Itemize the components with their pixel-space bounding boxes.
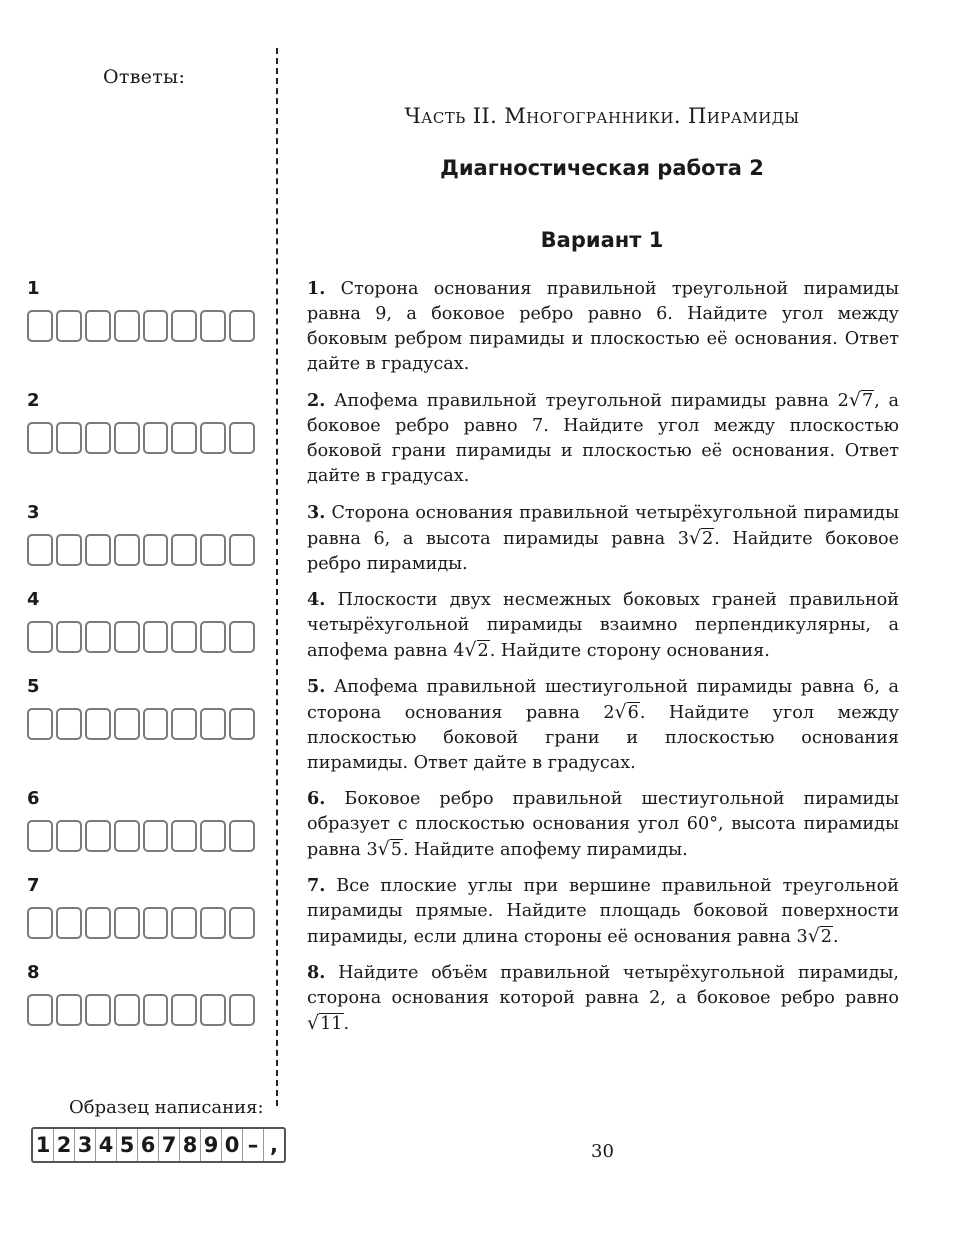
task-6 xyxy=(307,786,899,863)
sample-glyph: , xyxy=(270,1133,278,1157)
answer-cell[interactable] xyxy=(229,621,255,653)
answer-cell[interactable] xyxy=(114,534,140,566)
answer-cell[interactable] xyxy=(143,907,169,939)
answer-cell[interactable] xyxy=(171,708,197,740)
answer-cell[interactable] xyxy=(114,310,140,342)
answer-cell[interactable] xyxy=(114,708,140,740)
answer-cell[interactable] xyxy=(200,820,226,852)
variant-title: Вариант 1 xyxy=(540,228,664,252)
sqrt-expression: √2 xyxy=(807,925,832,947)
answer-number-4: 4 xyxy=(27,589,40,610)
answer-cell[interactable] xyxy=(85,621,111,653)
answer-cell[interactable] xyxy=(171,820,197,852)
answer-number-7: 7 xyxy=(27,875,40,896)
answer-boxes-8[interactable] xyxy=(27,994,255,1030)
task-number: 3. xyxy=(307,502,326,523)
answer-cell[interactable] xyxy=(200,994,226,1026)
sqrt-expression: √11 xyxy=(307,1012,343,1034)
sqrt-expression: √2 xyxy=(688,527,714,549)
task-5 xyxy=(307,674,899,776)
answer-cell[interactable] xyxy=(200,422,226,454)
task-number: 6. xyxy=(307,788,326,809)
sample-glyph: 2 xyxy=(54,1129,75,1161)
answer-cell[interactable] xyxy=(56,534,82,566)
answer-cell[interactable] xyxy=(229,907,255,939)
answer-cell[interactable] xyxy=(143,534,169,566)
answer-boxes-2[interactable] xyxy=(27,422,255,458)
task-text: Сторона основания правильной четырёхугольной пирамиды равна 6, а высота пирамиды равна 3 xyxy=(307,503,900,549)
task-text: , а боковое ребро равно 7. Найдите угол между плоскостью боковой грани пирамиды и плоскостью её основания. Ответ дайте в градусах. xyxy=(307,391,899,486)
answer-boxes-1[interactable] xyxy=(27,310,255,346)
answer-cell[interactable] xyxy=(114,820,140,852)
sample-glyph: 4 xyxy=(96,1129,117,1161)
sqrt-expression: √6 xyxy=(614,701,639,723)
answer-number-6: 6 xyxy=(27,788,40,809)
answers-label: Ответы: xyxy=(103,66,186,88)
task-4 xyxy=(307,587,899,664)
answer-cell[interactable] xyxy=(85,534,111,566)
work-title: Диагностическая работа 2 xyxy=(440,156,764,180)
answer-cell[interactable] xyxy=(85,994,111,1026)
answer-cell[interactable] xyxy=(229,820,255,852)
answer-cell[interactable] xyxy=(200,310,226,342)
answer-number-8: 8 xyxy=(27,962,40,983)
task-text: Все плоские углы при вершине правильной треугольной пирамиды прямые. Найдите площадь боковой поверхности пирамиды, если длина стороны её основания равна 3 xyxy=(307,876,900,947)
task-text: Боковое ребро правильной шестиугольной пирамиды образует с плоскостью основания угол 60°, высота пирамиды равна 3 xyxy=(307,789,899,860)
answer-number-2: 2 xyxy=(27,390,40,411)
task-text: Апофема правильной шестиугольной пирамиды равна 6, а сторона основания равна 2 xyxy=(307,677,900,723)
answer-cell[interactable] xyxy=(56,310,82,342)
answer-cell[interactable] xyxy=(200,621,226,653)
answer-cell[interactable] xyxy=(114,994,140,1026)
task-text: Найдите объём правильной четырёхугольной пирамиды, сторона основания которой равна 2, а боковое ребро равно xyxy=(307,963,899,1008)
sample-glyph: 5 xyxy=(117,1129,138,1161)
answer-cell[interactable] xyxy=(56,422,82,454)
answer-cell[interactable] xyxy=(200,708,226,740)
task-text: . xyxy=(343,1014,350,1034)
task-text: . Найдите сторону основания. xyxy=(489,641,770,661)
task-text: Апофема правильной треугольной пирамиды равна 2 xyxy=(334,391,849,411)
page-number: 30 xyxy=(591,1141,614,1162)
task-number: 1. xyxy=(307,278,326,299)
sample-glyph: 1 xyxy=(33,1129,54,1161)
task-text: Сторона основания правильной треугольной пирамиды равна 9, а боковое ребро равно 6. Найдите угол между боковым ребром пирамиды и плоскостью её основания. Ответ дайте в градусах. xyxy=(307,279,899,374)
cut-line-divider xyxy=(276,48,278,1106)
task-number: 8. xyxy=(307,962,326,983)
task-number: 5. xyxy=(307,676,326,697)
answer-boxes-7[interactable] xyxy=(27,907,255,943)
answer-number-5: 5 xyxy=(27,676,40,697)
answer-cell[interactable] xyxy=(229,994,255,1026)
answer-cell[interactable] xyxy=(85,708,111,740)
answer-cell[interactable] xyxy=(114,621,140,653)
answer-cell[interactable] xyxy=(114,907,140,939)
answer-boxes-3[interactable] xyxy=(27,534,255,570)
sample-label: Образец написания: xyxy=(69,1097,264,1118)
answer-cell[interactable] xyxy=(27,534,53,566)
answer-cell[interactable] xyxy=(56,708,82,740)
sample-glyph: 8 xyxy=(180,1129,201,1161)
answer-cell[interactable] xyxy=(143,820,169,852)
sample-glyph: 9 xyxy=(201,1129,222,1161)
answer-cell[interactable] xyxy=(200,534,226,566)
answer-number-1: 1 xyxy=(27,278,40,299)
task-number: 2. xyxy=(307,390,326,411)
task-8 xyxy=(307,960,899,1037)
answer-cell[interactable] xyxy=(171,907,197,939)
answer-cell[interactable] xyxy=(85,310,111,342)
answer-cell[interactable] xyxy=(171,534,197,566)
task-7 xyxy=(307,873,899,950)
sample-glyph: 0 xyxy=(222,1129,243,1161)
answer-cell[interactable] xyxy=(27,422,53,454)
part-title: Часть II. Многогранники. Пирамиды xyxy=(404,104,800,128)
answer-cell[interactable] xyxy=(143,708,169,740)
answer-cell[interactable] xyxy=(27,310,53,342)
answer-boxes-4[interactable] xyxy=(27,621,255,657)
answer-cell[interactable] xyxy=(171,422,197,454)
answer-cell[interactable] xyxy=(27,621,53,653)
sample-glyph: 7 xyxy=(159,1129,180,1161)
answer-cell[interactable] xyxy=(85,820,111,852)
answer-cell[interactable] xyxy=(229,534,255,566)
task-text: . xyxy=(833,927,839,947)
answer-cell[interactable] xyxy=(85,907,111,939)
answer-cell[interactable] xyxy=(27,820,53,852)
answer-cell[interactable] xyxy=(200,907,226,939)
sample-writing-row xyxy=(31,1127,286,1163)
answer-cell[interactable] xyxy=(171,310,197,342)
sample-glyph: – xyxy=(243,1129,264,1161)
answer-boxes-5[interactable] xyxy=(27,708,255,744)
sample-glyph: 6 xyxy=(138,1129,159,1161)
answer-cell[interactable] xyxy=(56,907,82,939)
task-text: . Найдите угол между плоскостью боковой грани и плоскостью основания пирамиды. Ответ дайте в градусах. xyxy=(307,703,899,773)
answer-cell[interactable] xyxy=(27,994,53,1026)
sqrt-expression: √5 xyxy=(377,838,402,860)
answer-cell[interactable] xyxy=(229,310,255,342)
answer-cell[interactable] xyxy=(56,621,82,653)
task-number: 7. xyxy=(307,875,326,896)
task-text: . Найдите апофему пирамиды. xyxy=(402,840,688,860)
answer-cell[interactable] xyxy=(171,994,197,1026)
answer-cell[interactable] xyxy=(143,994,169,1026)
answer-boxes-6[interactable] xyxy=(27,820,255,856)
sample-glyph: 3 xyxy=(75,1129,96,1161)
answer-cell[interactable] xyxy=(229,422,255,454)
sqrt-expression: √2 xyxy=(464,639,489,661)
task-number: 4. xyxy=(307,589,326,610)
answer-cell[interactable] xyxy=(27,907,53,939)
answer-cell[interactable] xyxy=(56,820,82,852)
answer-cell[interactable] xyxy=(171,621,197,653)
answer-cell[interactable] xyxy=(229,708,255,740)
task-3 xyxy=(307,500,899,577)
answer-cell[interactable] xyxy=(27,708,53,740)
task-text: Плоскости двух несмежных боковых граней правильной четырёхугольной пирамиды взаимно перпендикулярны, а апофема равна 4 xyxy=(307,590,899,661)
answer-cell[interactable] xyxy=(85,422,111,454)
answer-cell[interactable] xyxy=(143,310,169,342)
answer-cell[interactable] xyxy=(143,422,169,454)
task-text: . Найдите боковое ребро пирамиды. xyxy=(307,529,899,574)
task-2 xyxy=(307,388,899,489)
sqrt-expression: √7 xyxy=(848,389,874,411)
answer-cell[interactable] xyxy=(56,994,82,1026)
task-1 xyxy=(307,276,899,377)
answer-cell[interactable] xyxy=(143,621,169,653)
answer-number-3: 3 xyxy=(27,502,40,523)
answer-cell[interactable] xyxy=(114,422,140,454)
